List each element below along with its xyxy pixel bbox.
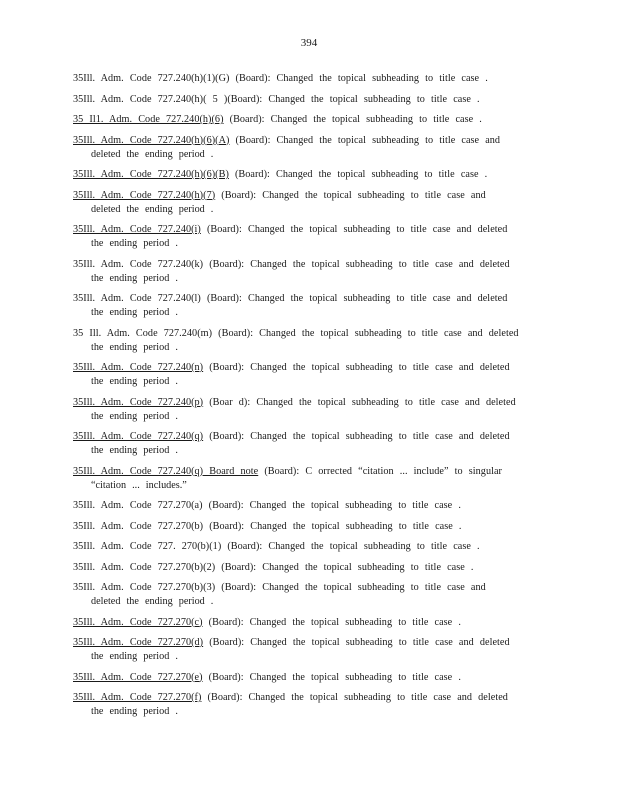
code-citation: 35Ill. Adm. Code 727.240(h)(7) (73, 189, 216, 201)
amendment-entry (73, 430, 533, 458)
amendment-entry (73, 223, 533, 251)
amendment-entry (73, 581, 533, 609)
change-description: (Board): Changed the topical subheading to title case and (215, 582, 486, 593)
amendment-entry (73, 671, 533, 685)
code-citation: 35Ill. Adm. Code 727.240(p) (73, 396, 204, 408)
entry-first-line (73, 93, 533, 107)
change-description-continued: the ending period . (91, 272, 178, 284)
change-description-continued: the ending period . (91, 307, 178, 318)
amendment-entry (73, 292, 533, 320)
change-description-continued: the ending period . (91, 238, 178, 249)
code-citation: 35Ill. Adm. Code 727.270(e) (73, 671, 203, 683)
change-description: (Board): Changed the topical subheading to title case and deleted (203, 258, 510, 270)
code-citation: 35Ill. Adm. Code 727.240(h)( 5 ) (73, 93, 228, 105)
code-citation: 35 Il1. Adm. Code 727.240(h)(6) (73, 114, 224, 125)
entry-first-line (73, 361, 533, 375)
change-description: (Board): Changed the topical subheading to title case and deleted (200, 224, 508, 235)
entry-first-line (73, 396, 533, 410)
code-citation: 35Ill. Adm. Code 727.240(l) (73, 293, 201, 304)
entry-first-line (73, 223, 533, 237)
entry-first-line (73, 72, 533, 86)
amendment-entry (73, 616, 533, 630)
entry-first-line (73, 520, 533, 534)
amendment-entry (73, 561, 533, 575)
code-citation: 35Ill. Adm. Code 727.240(h)(6)(B) (73, 169, 229, 180)
entry-first-line (73, 465, 533, 479)
change-description-continued: the ending period . (91, 341, 178, 353)
change-description: (Board): Changed the topical subheading to title case and deleted (203, 637, 510, 648)
amendment-entry (73, 361, 533, 389)
code-citation: 35Ill. Adm. Code 727.240(q) Board note (73, 465, 259, 477)
change-description: (Board): Changed the topical subheading to title case . (229, 73, 488, 84)
amendment-entry (73, 327, 533, 355)
entry-first-line (73, 134, 533, 148)
entry-first-line (73, 292, 533, 306)
amendment-entry (73, 93, 533, 107)
amendment-entry (73, 520, 533, 534)
entry-first-line (73, 258, 533, 272)
change-description: (Board): Changed the topical subheading to title case . (228, 169, 488, 180)
change-description-continued: deleted the ending period . (91, 203, 214, 215)
amendment-list (73, 72, 533, 726)
change-description: (Board): Changed the topical subheading to title case and deleted (200, 293, 508, 304)
entry-first-line (73, 581, 533, 595)
code-citation: 35Ill. Adm. Code 727. 270(b)(1) (73, 541, 222, 552)
amendment-entry (73, 540, 533, 554)
change-description-continued: the ending period . (91, 651, 178, 662)
change-description-continued: deleted the ending period . (91, 148, 214, 160)
change-description: (Board): C orrected “citation ... include” to singular (258, 465, 502, 477)
amendment-entry (73, 396, 533, 424)
code-citation: 35Ill. Adm. Code 727.270(a) (73, 500, 203, 511)
amendment-entry (73, 113, 533, 127)
entry-first-line (73, 499, 533, 513)
change-description: (Board): Changed the topical subheading to title case . (227, 93, 480, 105)
amendment-entry (73, 168, 533, 182)
code-citation: 35 Ill. Adm. Code 727.240(m) (73, 327, 213, 339)
code-citation: 35Ill. Adm. Code 727.240(h)(1)(G) (73, 73, 230, 84)
code-citation: 35Ill. Adm. Code 727.240(h)(6)(A) (73, 134, 230, 146)
amendment-entry (73, 72, 533, 86)
entry-first-line (73, 691, 533, 705)
entry-first-line (73, 168, 533, 182)
change-description: (Board): Changed the topical subheading to title case . (202, 671, 461, 683)
amendment-entry (73, 691, 533, 719)
change-description-continued: deleted the ending period . (91, 596, 214, 607)
code-citation: 35Ill. Adm. Code 727.240(i) (73, 224, 201, 235)
code-citation: 35Ill. Adm. Code 727.270(d) (73, 637, 204, 648)
change-description-continued: the ending period . (91, 445, 178, 456)
page-number: 394 (300, 37, 318, 49)
change-description: (Boar d): Changed the topical subheading to title case and deleted (203, 396, 516, 408)
amendment-entry (73, 134, 533, 162)
entry-first-line (73, 113, 533, 127)
entry-first-line (73, 327, 533, 341)
change-description: (Board): Changed the topical subheading to title case . (203, 520, 462, 532)
change-description: (Board): Changed the topical subheading to title case . (202, 500, 461, 511)
amendment-entry (73, 465, 533, 493)
code-citation: 35Ill. Adm. Code 727.270(b)(2) (73, 561, 216, 573)
entry-first-line (73, 636, 533, 650)
change-description: (Board): Changed the topical subheading to title case and deleted (203, 362, 510, 373)
code-citation: 35Ill. Adm. Code 727.240(q) (73, 431, 204, 442)
change-description: (Board): Changed the topical subheading to title case . (202, 616, 461, 628)
change-description: (Board): Changed the topical subheading to title case and deleted (203, 431, 510, 442)
amendment-entry (73, 499, 533, 513)
change-description: (Board): Changed the topical subheading to title case and (229, 134, 501, 146)
entry-first-line (73, 671, 533, 685)
code-citation: 35Ill. Adm. Code 727.240(n) (73, 362, 204, 373)
entry-first-line (73, 561, 533, 575)
entry-first-line (73, 189, 533, 203)
code-citation: 35Ill. Adm. Code 727.270(b) (73, 520, 204, 532)
change-description: (Board): Changed the topical subheading to title case . (223, 114, 482, 125)
change-description: (Board): Changed the topical subheading to title case . (215, 561, 474, 573)
change-description: (Board): Changed the topical subheading to title case and deleted (212, 327, 519, 339)
code-citation: 35Ill. Adm. Code 727.270(f) (73, 692, 202, 703)
change-description: (Board): Changed the topical subheading to title case . (221, 541, 480, 552)
entry-first-line (73, 430, 533, 444)
amendment-entry (73, 636, 533, 664)
entry-first-line (73, 540, 533, 554)
change-description-continued: the ending period . (91, 376, 178, 387)
amendment-entry (73, 189, 533, 217)
change-description: (Board): Changed the topical subheading to title case and deleted (201, 692, 508, 703)
code-citation: 35Ill. Adm. Code 727.270(c) (73, 616, 203, 628)
amendment-entry (73, 258, 533, 286)
entry-first-line (73, 616, 533, 630)
change-description: (Board): Changed the topical subheading to title case and (215, 189, 486, 201)
change-description-continued: “citation ... includes.” (91, 479, 187, 491)
code-citation: 35Ill. Adm. Code 727.270(b)(3) (73, 582, 216, 593)
change-description-continued: the ending period . (91, 706, 178, 717)
code-citation: 35Ill. Adm. Code 727.240(k) (73, 258, 204, 270)
change-description-continued: the ending period . (91, 410, 178, 422)
